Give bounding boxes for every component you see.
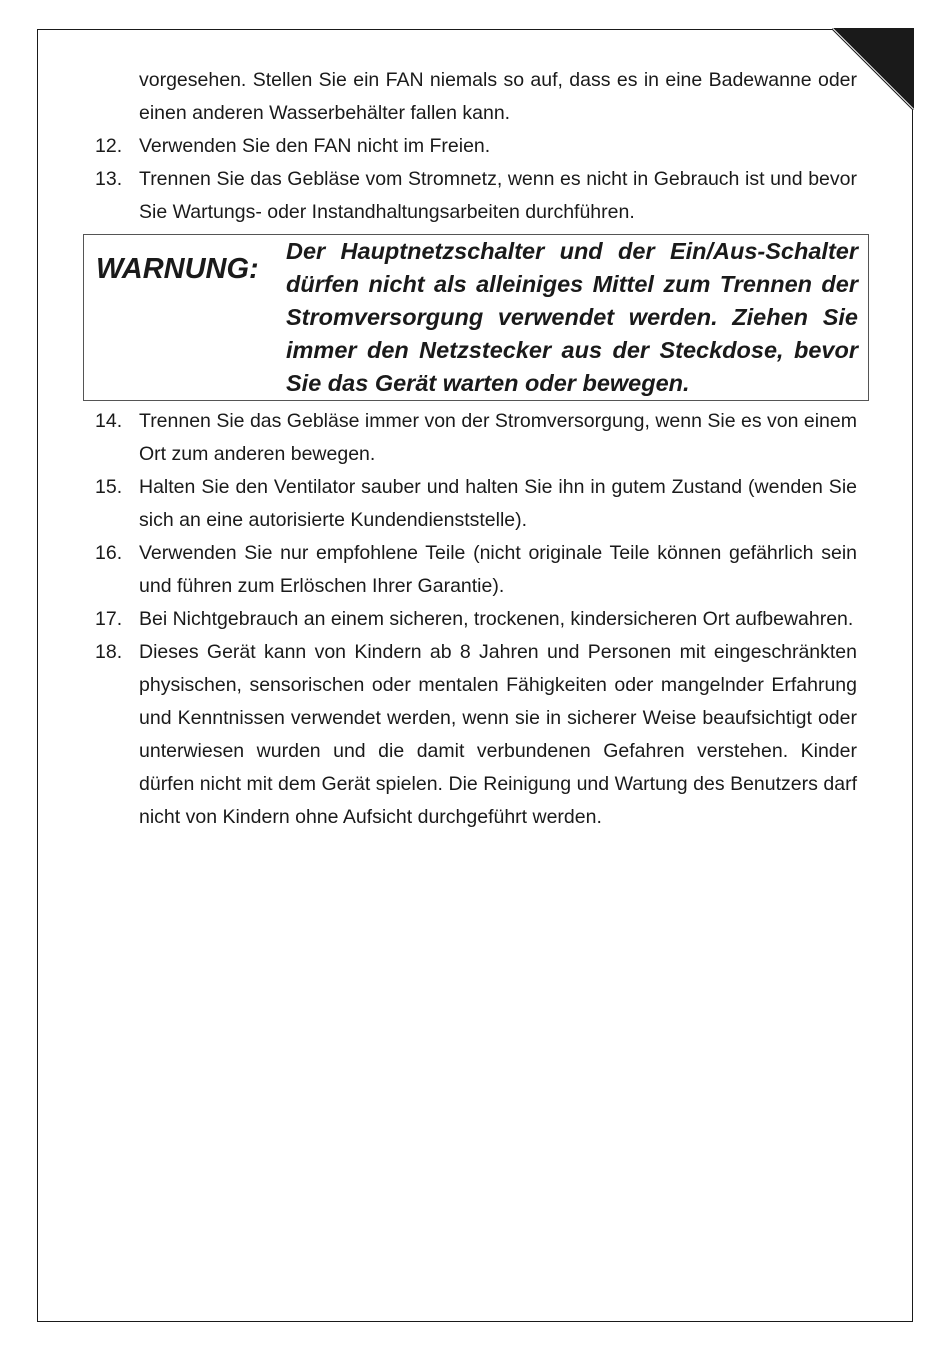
item-number: 14. <box>95 410 123 432</box>
item-text: Dieses Gerät kann von Kindern ab 8 Jahren und Personen mit eingeschränkten physischen, sensorischen oder mentalen Fähigkeiten oder mangelnder Erfahrung und Kenntnissen verwendet werden, wenn sie in sicherer Weise beaufsichtigt oder unterwiesen wurden und die damit verbundenen Gefahren verstehen. Kinder dürfen nicht mit dem Gerät spielen. Die Reinigung und Wartung des Benutzers darf nicht von Kindern ohne Aufsicht durchgeführt werden. <box>139 641 857 828</box>
item-text: Verwenden Sie den FAN nicht im Freien. <box>139 135 491 157</box>
item-number: 12. <box>95 135 123 157</box>
list-item <box>95 537 857 603</box>
warning-text: Der Hauptnetzschalter und der Ein/Aus-Schalter dürfen nicht als alleiniges Mittel zum Trennen der Stromversorgung verwendet werden. Ziehen Sie immer den Netzstecker aus der Steckdose, bevor Sie das Gerät warten oder bewegen. <box>286 238 858 396</box>
list-item <box>95 603 857 636</box>
item-text: Halten Sie den Ventilator sauber und halten Sie ihn in gutem Zustand (wenden Sie sich an eine autorisierte Kundendienststelle). <box>139 476 857 531</box>
item-text: Trennen Sie das Gebläse immer von der Stromversorgung, wenn Sie es von einem Ort zum anderen bewegen. <box>139 410 857 465</box>
document-body <box>95 64 857 834</box>
continued-paragraph: vorgesehen. Stellen Sie ein FAN niemals so auf, dass es in eine Badewanne oder einen anderen Wasserbehälter fallen kann. <box>139 69 857 124</box>
item-text: Bei Nichtgebrauch an einem sicheren, trockenen, kindersicheren Ort aufbewahren. <box>139 608 854 630</box>
item-number: 15. <box>95 476 123 498</box>
list-item <box>95 405 857 471</box>
item-number: 17. <box>95 608 123 630</box>
list-item <box>95 163 857 229</box>
item-text: Verwenden Sie nur empfohlene Teile (nicht originale Teile können gefährlich sein und führen zum Erlöschen Ihrer Garantie). <box>139 542 857 597</box>
list-item <box>95 130 857 163</box>
list-item <box>95 636 857 834</box>
list-item <box>95 471 857 537</box>
item-text: Trennen Sie das Gebläse vom Stromnetz, wenn es nicht in Gebrauch ist und bevor Sie Wartungs- oder Instandhaltungsarbeiten durchführen. <box>139 168 857 223</box>
item-number: 13. <box>95 168 123 190</box>
warning-box <box>83 234 869 401</box>
item-number: 18. <box>95 641 123 663</box>
item-number: 16. <box>95 542 123 564</box>
warning-label: WARNUNG: <box>96 253 259 285</box>
